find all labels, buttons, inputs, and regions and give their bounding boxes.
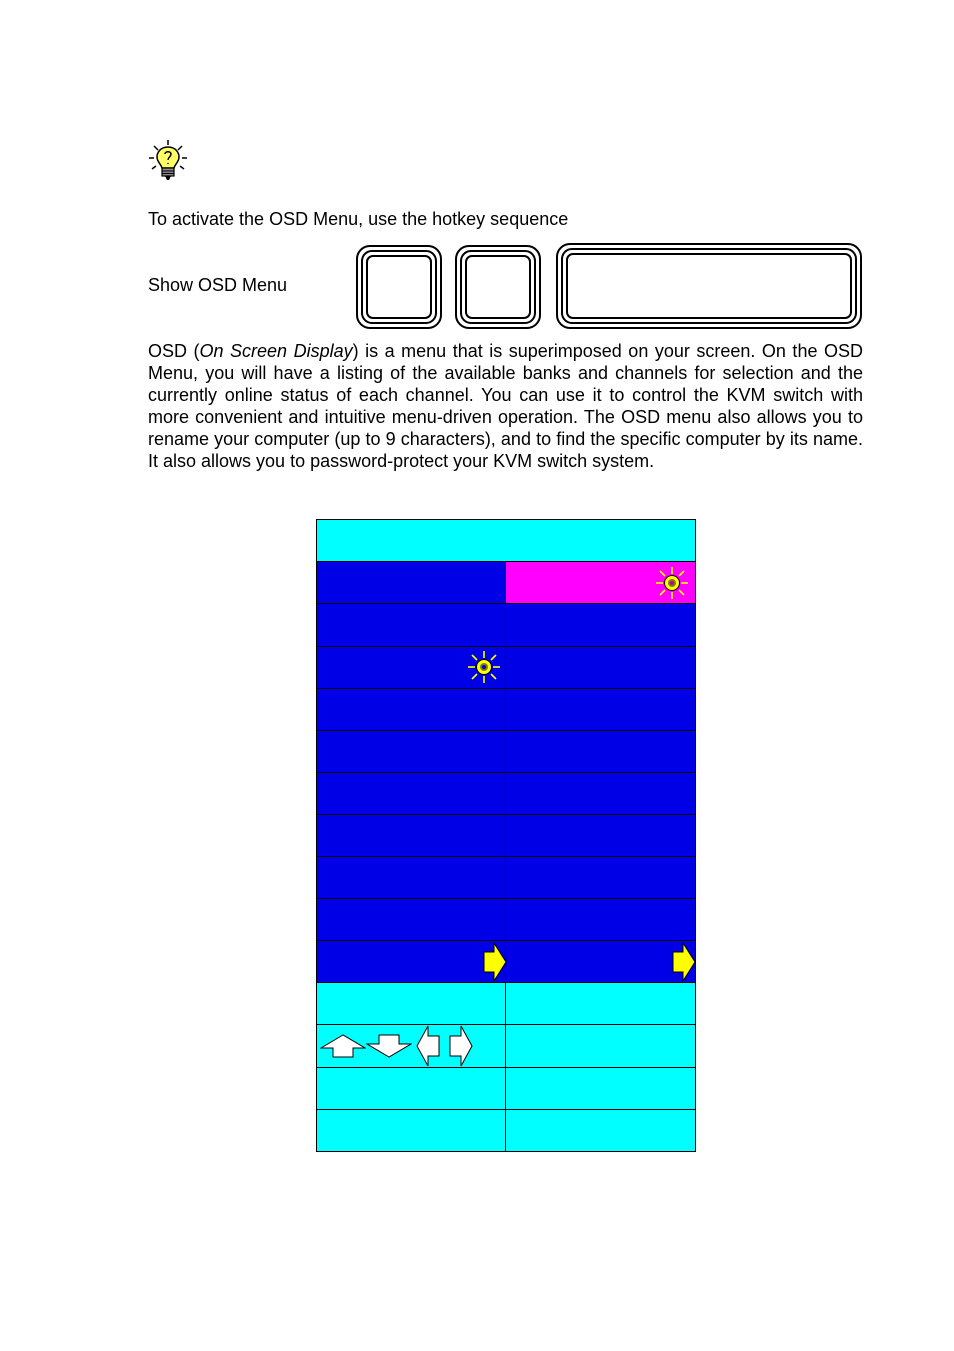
down-arrow-icon xyxy=(366,1034,412,1058)
sun-indicator-icon xyxy=(467,650,501,684)
osd-footer-3-left xyxy=(316,1067,506,1110)
osd-row-4-right[interactable] xyxy=(505,688,696,731)
osd-row-2-right[interactable] xyxy=(505,603,696,647)
hotkey-key-3 xyxy=(556,243,862,329)
osd-footer-3-right xyxy=(505,1067,696,1110)
osd-row-2-left[interactable] xyxy=(316,603,506,647)
osd-row-1-left[interactable] xyxy=(316,561,506,604)
osd-footer-1-left xyxy=(316,982,506,1025)
right-arrow-icon[interactable] xyxy=(672,942,696,982)
osd-row-9-right[interactable] xyxy=(505,898,696,941)
hotkey-label: Show OSD Menu xyxy=(148,275,288,295)
osd-row-5-right[interactable] xyxy=(505,730,696,773)
sun-indicator-icon xyxy=(655,566,689,600)
osd-footer-4-left xyxy=(316,1109,506,1152)
osd-row-7-right[interactable] xyxy=(505,814,696,857)
osd-row-8-left[interactable] xyxy=(316,856,506,899)
osd-header xyxy=(316,519,696,562)
osd-description-emphasis: On Screen Display xyxy=(199,341,353,361)
osd-description-rest: ) is a menu that is superimposed on your screen. On the OSD Menu, you will have a listing of the available banks and channels for selection and the currently online status of each channel. You can use it to control the KVM switch with more convenient and intuitive menu-driven operation. The OSD menu also allows you to rename your computer (up to 9 characters), and to find the specific computer by its name. It also allows you to password-protect your KVM switch system. xyxy=(148,341,863,471)
osd-row-9-left[interactable] xyxy=(316,898,506,941)
osd-row-5-left[interactable] xyxy=(316,730,506,773)
osd-row-10-left[interactable] xyxy=(316,940,506,983)
osd-row-10-right[interactable] xyxy=(505,940,696,983)
osd-footer-4-right xyxy=(505,1109,696,1152)
osd-row-6-right[interactable] xyxy=(505,772,696,815)
intro-text: To activate the OSD Menu, use the hotkey sequence xyxy=(148,209,569,229)
hotkey-key-1 xyxy=(356,245,442,329)
osd-row-6-left[interactable] xyxy=(316,772,506,815)
osd-footer-1-right xyxy=(505,982,696,1025)
up-arrow-icon xyxy=(320,1034,366,1058)
osd-description-lead: OSD ( xyxy=(148,341,200,361)
hotkey-key-2 xyxy=(455,245,541,329)
left-arrow-icon xyxy=(416,1025,440,1067)
osd-row-7-left[interactable] xyxy=(316,814,506,857)
osd-footer-2-right xyxy=(505,1024,696,1068)
osd-row-4-left[interactable] xyxy=(316,688,506,731)
osd-description xyxy=(148,340,863,472)
osd-row-8-right[interactable] xyxy=(505,856,696,899)
osd-menu xyxy=(316,519,696,1152)
lightbulb-icon xyxy=(146,138,192,184)
right-arrow-icon[interactable] xyxy=(483,942,507,982)
right-arrow-icon xyxy=(449,1025,473,1067)
osd-row-3-right[interactable] xyxy=(505,646,696,689)
